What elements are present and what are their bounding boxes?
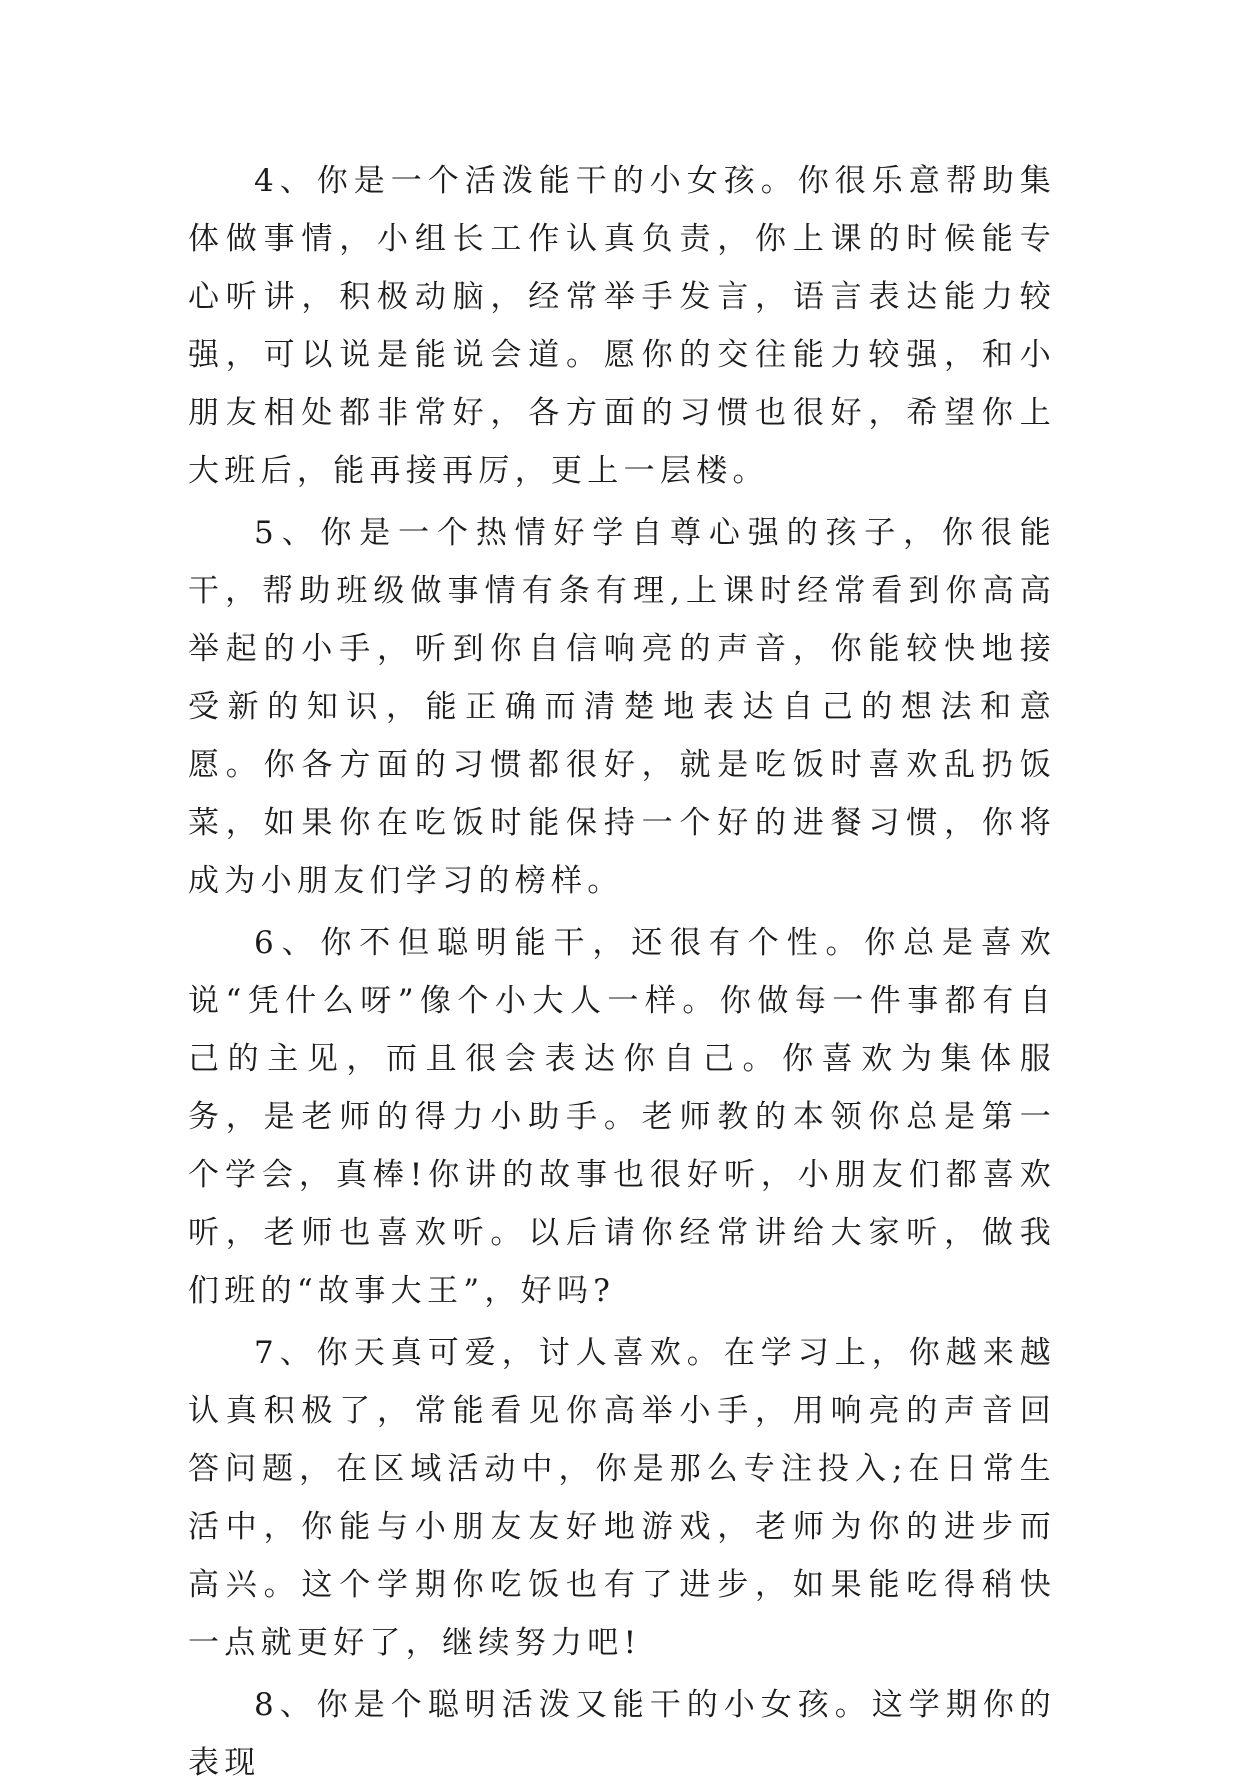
paragraph-8: 8、你是个聪明活泼又能干的小女孩。这学期你的表现 xyxy=(188,1687,1056,1781)
paragraph-6: 6、你不但聪明能干，还很有个性。你总是喜欢说“凭什么呀”像个小大人一样。你做每一件事都有自己的主见，而且很会表达你自己。你喜欢为集体服务，是老师的得力小助手。老师教的本领你总是第一个学会，真棒!你讲的故事也很好听，小朋友们都喜欢听，老师也喜欢听。以后请你经常讲给大家听，做我们班的“故事大王”，好吗? xyxy=(188,925,1056,1309)
paragraph-5: 5、你是一个热情好学自尊心强的孩子，你很能干，帮助班级做事情有条有理,上课时经常看到你高高举起的小手，听到你自信响亮的声音，你能较快地接受新的知识，能正确而清楚地表达自己的想法和意愿。你各方面的习惯都很好，就是吃饭时喜欢乱扔饭菜，如果你在吃饭时能保持一个好的进餐习惯，你将成为小朋友们学习的榜样。 xyxy=(188,515,1056,899)
paragraph-7: 7、你天真可爱，讨人喜欢。在学习上，你越来越认真积极了，常能看见你高举小手，用响亮的声音回答问题，在区域活动中，你是那么专注投入;在日常生活中，你能与小朋友友好地游戏，老师为你的进步而高兴。这个学期你吃饭也有了进步，如果能吃得稍快一点就更好了，继续努力吧! xyxy=(188,1335,1056,1661)
document-body xyxy=(188,152,1056,1792)
paragraph-4: 4、你是一个活泼能干的小女孩。你很乐意帮助集体做事情，小组长工作认真负责，你上课的时候能专心听讲，积极动脑，经常举手发言，语言表达能力较强，可以说是能说会道。愿你的交往能力较强，和小朋友相处都非常好，各方面的习惯也很好，希望你上大班后，能再接再厉，更上一层楼。 xyxy=(188,163,1056,489)
